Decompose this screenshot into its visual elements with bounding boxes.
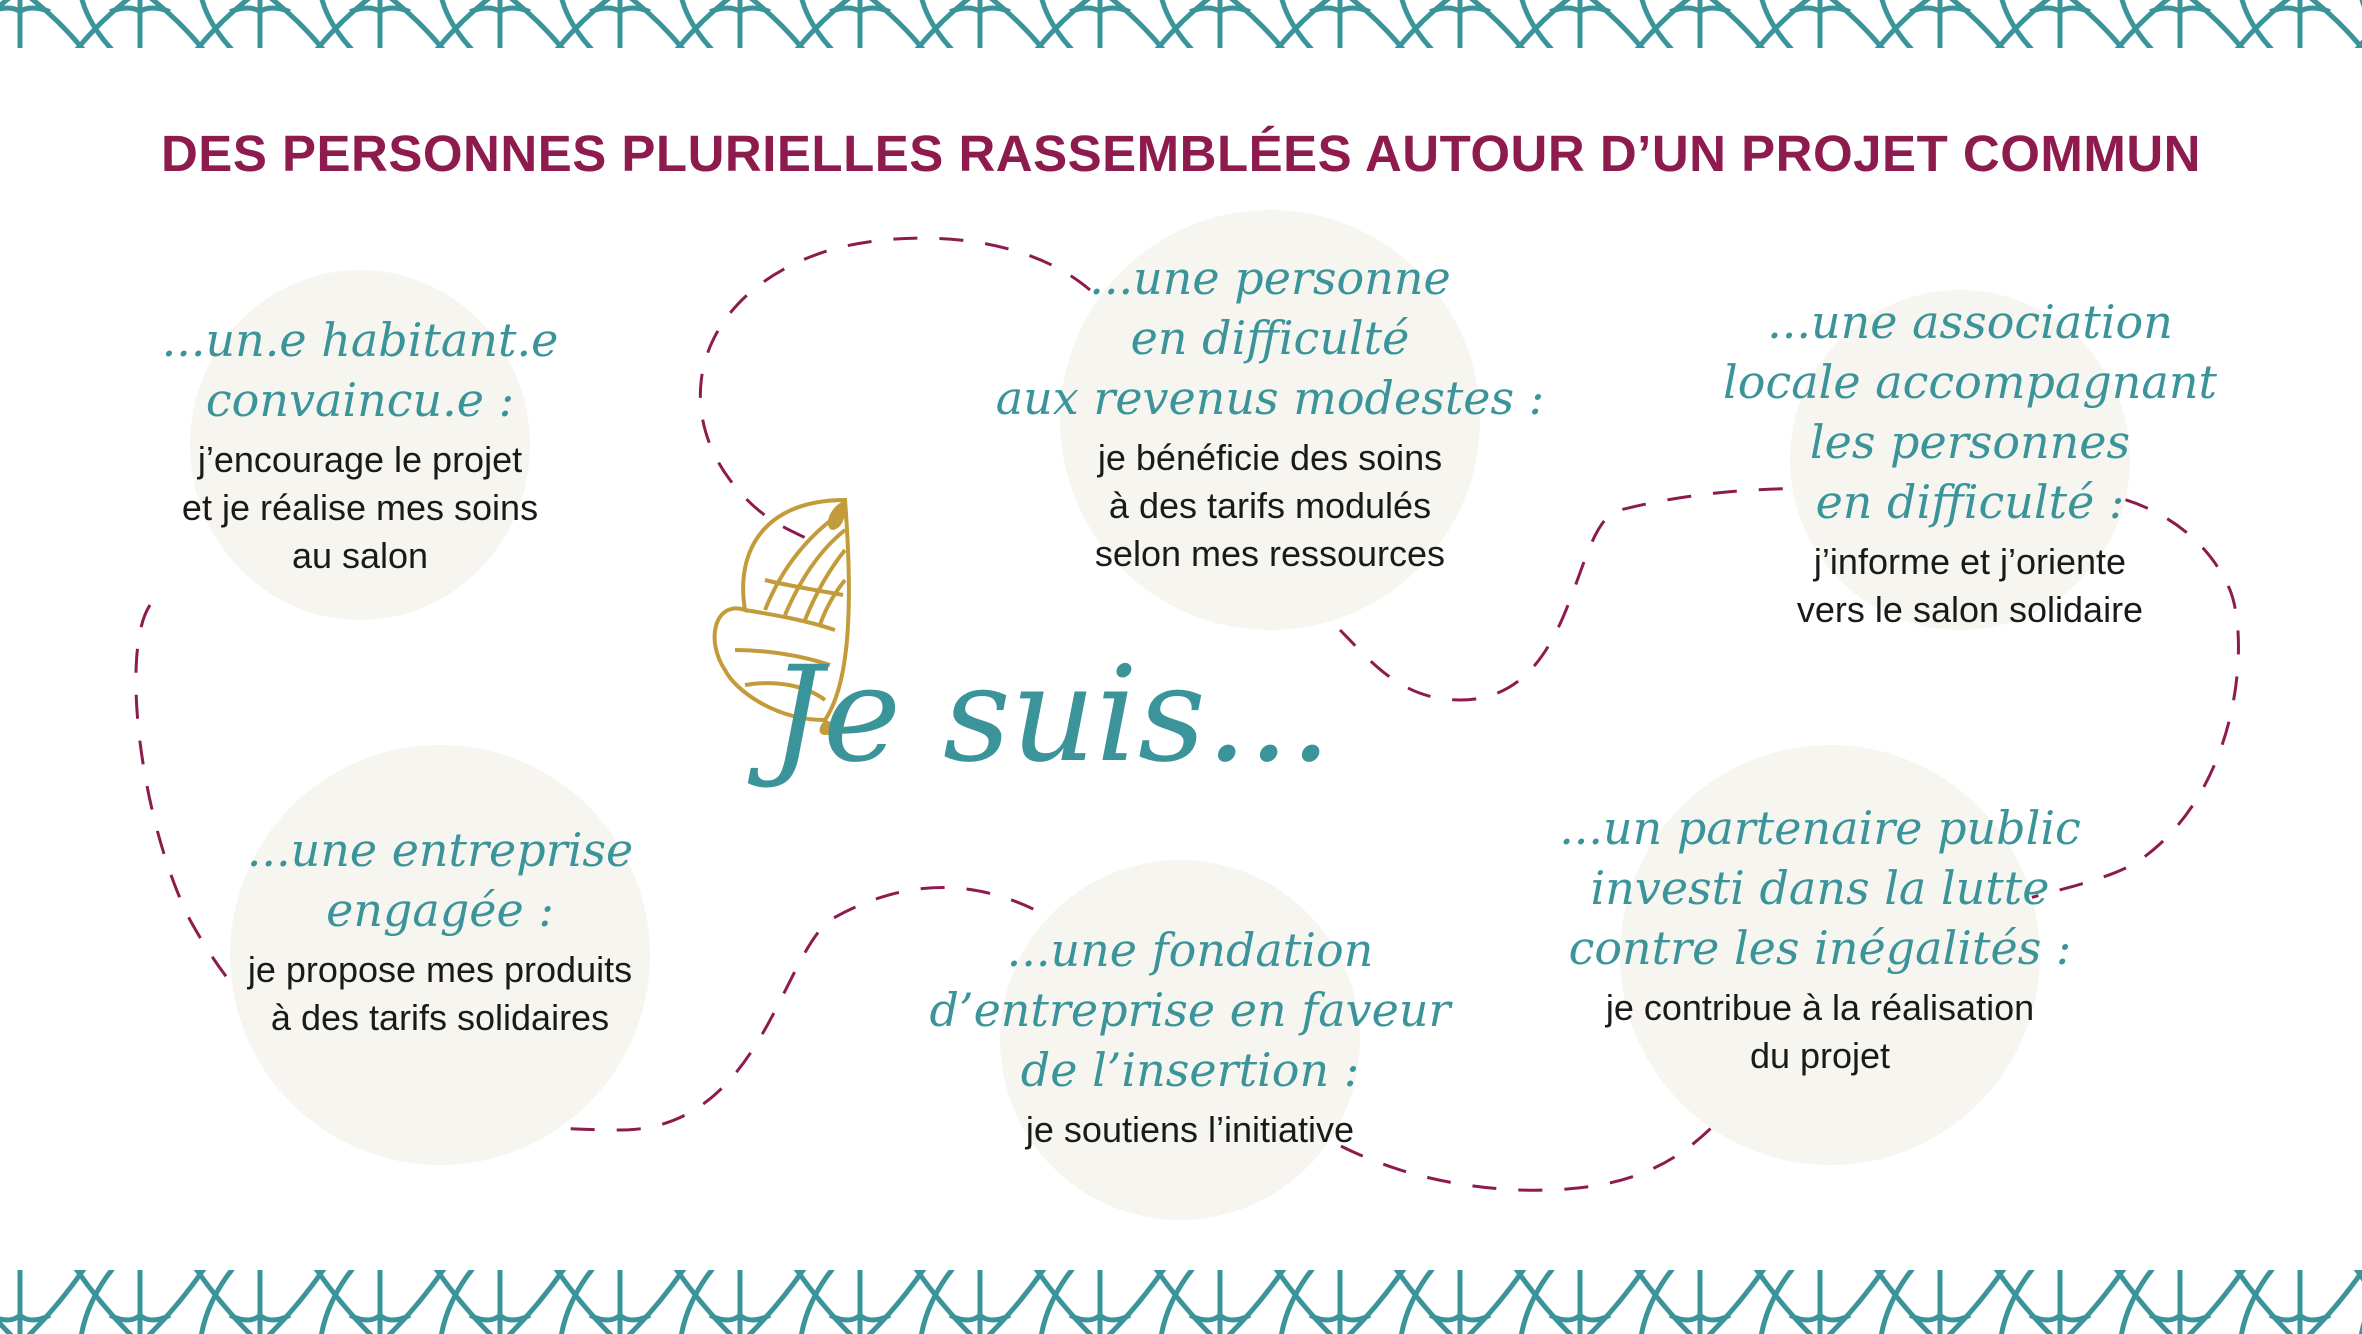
card-personne [960, 248, 1580, 578]
leaf-pattern-motif [790, 1270, 930, 1334]
card-body: je contribue à la réalisation du projet [1605, 987, 2035, 1076]
card-body: j’informe et j’oriente vers le salon solidaire [1796, 541, 2144, 630]
leaf-pattern-motif [190, 1270, 330, 1334]
leaf-pattern-motif [1390, 1270, 1530, 1334]
leaf-pattern-motif [910, 1270, 1050, 1334]
card-heading: ...une association locale accompagnant les personnes en difficulté : [1723, 295, 2217, 529]
card-heading: ...une personne en difficulté aux revenus modestes : [995, 251, 1545, 425]
leaf-pattern-motif [1630, 1270, 1770, 1334]
card-partenaire [1520, 798, 2120, 1080]
card-heading: ...une fondation d’entreprise en faveur de l’insertion : [929, 923, 1451, 1097]
bottom-leaf-pattern [0, 1270, 2362, 1334]
leaf-pattern-motif [70, 1270, 210, 1334]
leaf-pattern-motif [1750, 1270, 1890, 1334]
leaf-pattern-motif [2110, 1270, 2250, 1334]
leaf-pattern-motif [1270, 1270, 1410, 1334]
leaf-pattern-motif [1030, 1270, 1170, 1334]
page-title: DES PERSONNES PLURIELLES RASSEMBLÉES AUTOUR D’UN PROJET COMMUN [160, 125, 2202, 183]
leaf-pattern-motif [310, 1270, 450, 1334]
card-body: je propose mes produits à des tarifs solidaires [247, 949, 633, 1038]
card-association [1700, 292, 2240, 634]
card-habitant [140, 310, 580, 580]
leaf-pattern-motif [1870, 1270, 2010, 1334]
card-entreprise [200, 820, 680, 1042]
card-body: je soutiens l’initiative [1025, 1109, 1355, 1150]
card-body: j’encourage le projet et je réalise mes soins au salon [181, 439, 539, 576]
leaf-pattern-motif [1990, 1270, 2130, 1334]
center-title: Je suis... [770, 638, 1332, 792]
leaf-pattern-motif [1510, 1270, 1650, 1334]
card-heading: ...un.e habitant.e convaincu.e : [161, 313, 559, 427]
card-heading: ...une entreprise engagée : [246, 823, 634, 937]
card-fondation [890, 920, 1490, 1154]
leaf-pattern-motif [430, 1270, 570, 1334]
leaf-pattern-motif [550, 1270, 690, 1334]
card-heading: ...un partenaire public investi dans la lutte contre les inégalités : [1559, 801, 2081, 975]
leaf-pattern-motif [1150, 1270, 1290, 1334]
card-body: je bénéficie des soins à des tarifs modulés selon mes ressources [1094, 437, 1446, 574]
leaf-pattern-motif [2230, 1270, 2362, 1334]
leaf-pattern-motif [670, 1270, 810, 1334]
leaf-pattern-motif [0, 1270, 90, 1334]
